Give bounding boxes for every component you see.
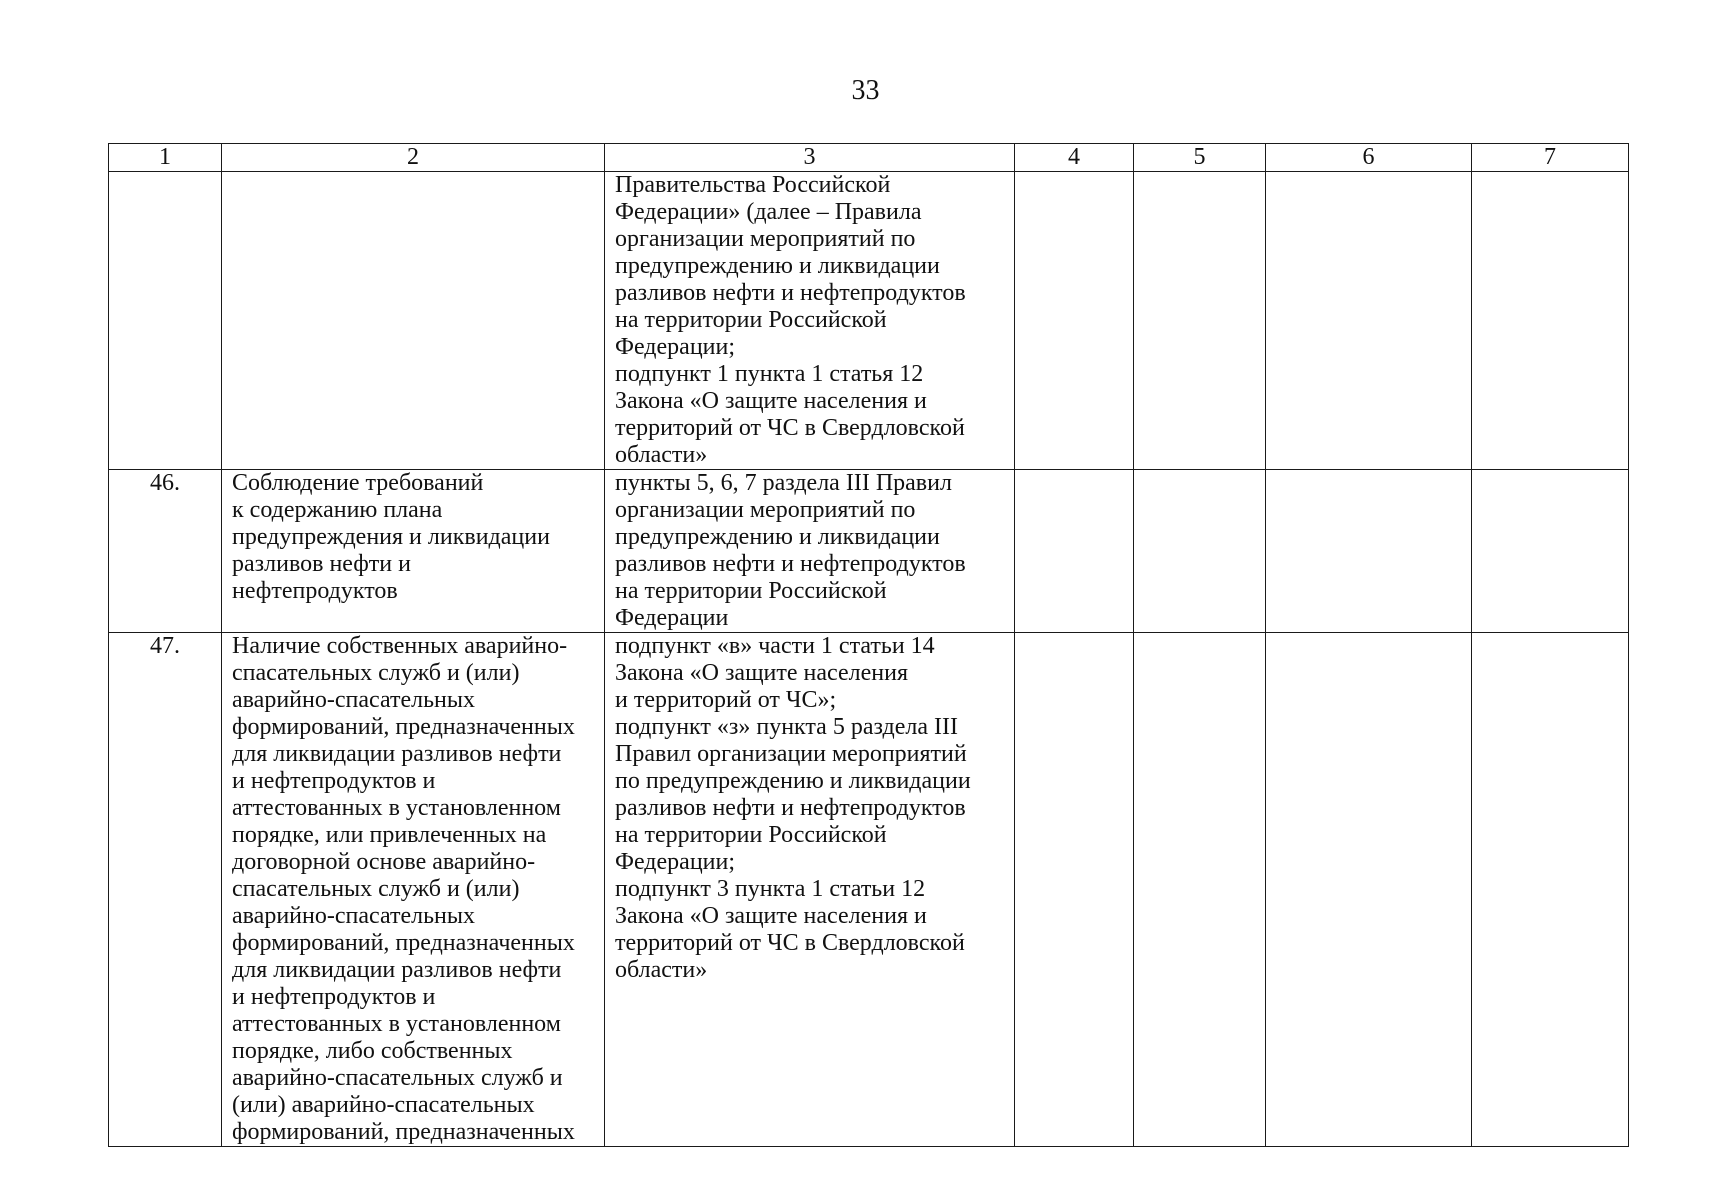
column-header-7: 7 — [1472, 144, 1629, 172]
column-6-cell — [1266, 470, 1472, 633]
legal-reference-cell: пункты 5, 6, 7 раздела III Правил организации мероприятий по предупреждению и ликвидации разливов нефти и нефтепродуктов на территории Российской Федерации — [605, 470, 1015, 633]
legal-reference-cell: подпункт «в» части 1 статьи 14 Закона «О защите населения и территорий от ЧС»; подпункт «з» пункта 5 раздела III Правил организации мероприятий по предупреждению и ликвидации разливов нефти и нефтепродуктов на территории Российской Федерации; подпункт 3 пункта 1 статьи 12 Закона «О защите населения и территорий от ЧС в Свердловской области» — [605, 633, 1015, 1147]
column-7-cell — [1472, 633, 1629, 1147]
column-7-cell — [1472, 172, 1629, 470]
column-header-2: 2 — [222, 144, 605, 172]
column-5-cell — [1134, 172, 1266, 470]
requirements-table — [108, 143, 1629, 1147]
page-number: 33 — [851, 75, 880, 106]
column-4-cell — [1015, 633, 1134, 1147]
column-header-6: 6 — [1266, 144, 1472, 172]
table-row — [109, 172, 1629, 470]
legal-reference-cell: Правительства Российской Федерации» (далее – Правила организации мероприятий по предупреждению и ликвидации разливов нефти и нефтепродуктов на территории Российской Федерации; подпункт 1 пункта 1 статья 12 Закона «О защите населения и территорий от ЧС в Свердловской области» — [605, 172, 1015, 470]
column-4-cell — [1015, 172, 1134, 470]
requirement-cell: Соблюдение требований к содержанию плана предупреждения и ликвидации разливов нефти и нефтепродуктов — [222, 470, 605, 633]
column-6-cell — [1266, 633, 1472, 1147]
row-number — [109, 172, 222, 470]
header-row — [109, 144, 1629, 172]
table-row — [109, 633, 1629, 1147]
column-header-3: 3 — [605, 144, 1015, 172]
column-header-5: 5 — [1134, 144, 1266, 172]
table-row — [109, 470, 1629, 633]
column-5-cell — [1134, 633, 1266, 1147]
column-5-cell — [1134, 470, 1266, 633]
row-number: 47. — [109, 633, 222, 1147]
column-6-cell — [1266, 172, 1472, 470]
column-7-cell — [1472, 470, 1629, 633]
column-header-4: 4 — [1015, 144, 1134, 172]
column-header-1: 1 — [109, 144, 222, 172]
requirement-cell: Наличие собственных аварийно- спасательных служб и (или) аварийно-спасательных формирований, предназначенных для ликвидации разливов нефти и нефтепродуктов и аттестованных в установленном порядке, или привлеченных на договорной основе аварийно- спасательных служб и (или) аварийно-спасательных формирований, предназначенных для ликвидации разливов нефти и нефтепродуктов и аттестованных в установленном порядке, либо собственных аварийно-спасательных служб и (или) аварийно-спасательных формирований, предназначенных — [222, 633, 605, 1147]
row-number: 46. — [109, 470, 222, 633]
requirement-cell — [222, 172, 605, 470]
column-4-cell — [1015, 470, 1134, 633]
